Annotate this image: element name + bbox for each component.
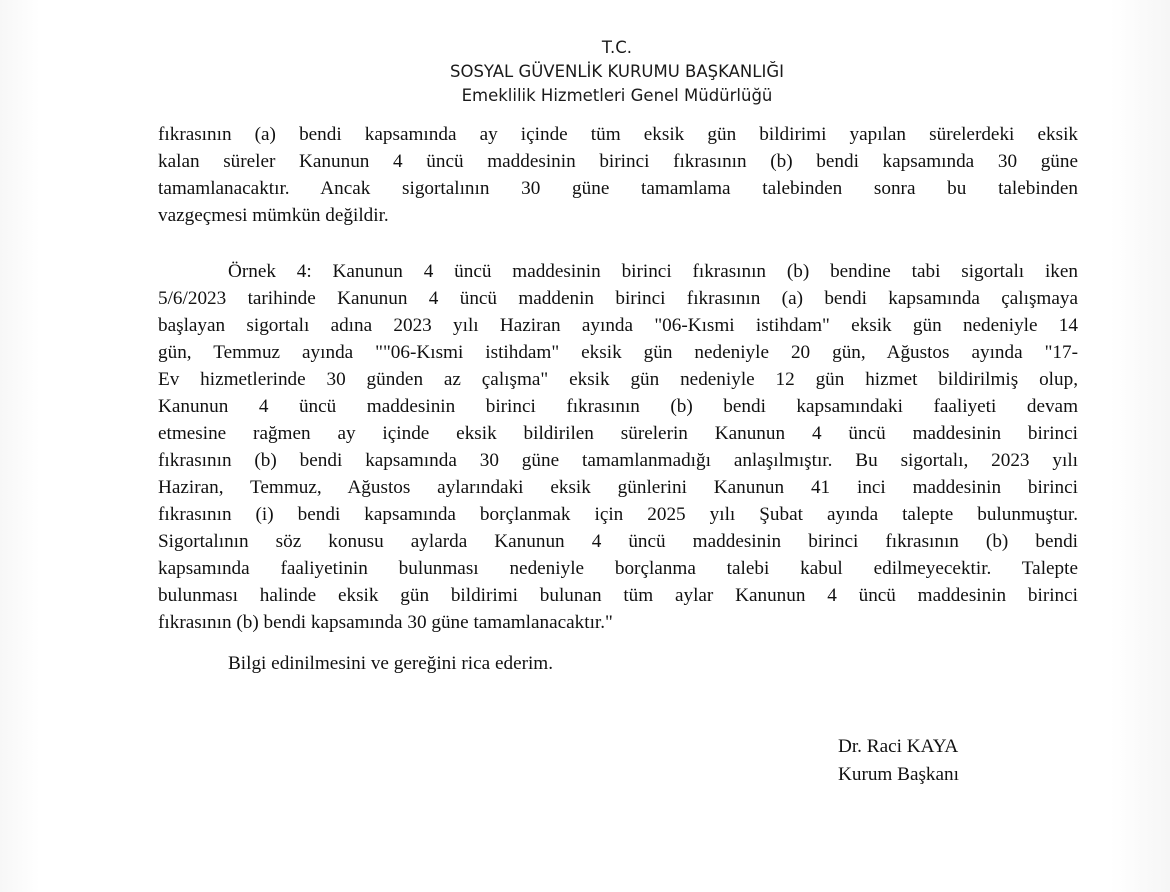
letterhead-department: Emeklilik Hizmetleri Genel Müdürlüğü xyxy=(461,86,773,105)
letterhead-country: T.C. xyxy=(601,38,633,57)
text-line: bulunması halinde eksik gün bildirimi bulunan tüm aylar Kanunun 4 üncü maddesinin birinci xyxy=(158,585,1078,606)
text-line: başlayan sigortalı adına 2023 yılı Haziran ayında "06-Kısmi istihdam" eksik gün nedeniyle 14 xyxy=(158,315,1078,336)
signature-block xyxy=(838,733,959,789)
text-line: fıkrasının (b) bendi kapsamında 30 güne tamamlanmadığı anlaşılmıştır. Bu sigortalı, 2023 yılı xyxy=(158,450,1078,471)
text-line: tamamlanacaktır. Ancak sigortalının 30 güne tamamlama talebinden sonra bu talebinden xyxy=(158,178,1078,199)
closing-sentence: Bilgi edinilmesini ve gereğini rica ederim. xyxy=(228,653,554,674)
text-line: Örnek 4: Kanunun 4 üncü maddesinin birinci fıkrasının (b) bendine tabi sigortalı iken xyxy=(228,261,1078,282)
text-line: gün, Temmuz ayında ""06-Kısmi istihdam" eksik gün nedeniyle 20 gün, Ağustos ayında "17- xyxy=(158,342,1078,363)
letterhead xyxy=(0,36,1170,108)
text-line: 5/6/2023 tarihinde Kanunun 4 üncü maddenin birinci fıkrasının (a) bendi kapsamında çalışmaya xyxy=(158,288,1078,309)
text-line: Kanunun 4 üncü maddesinin birinci fıkrasının (b) bendi kapsamındaki faaliyeti devam xyxy=(158,396,1078,417)
text-line: Haziran, Temmuz, Ağustos aylarındaki eksik günlerini Kanunun 41 inci maddesinin birinci xyxy=(158,477,1078,498)
text-line: fıkrasının (i) bendi kapsamında borçlanmak için 2025 yılı Şubat ayında talepte bulunmuştur. xyxy=(158,504,1078,525)
signatory-title: Kurum Başkanı xyxy=(838,764,959,785)
paragraph-continuation xyxy=(158,121,1078,229)
text-line: Sigortalının söz konusu aylarda Kanunun 4 üncü maddesinin birinci fıkrasının (b) bendi xyxy=(158,531,1078,552)
signatory-name: Dr. Raci KAYA xyxy=(838,736,959,757)
text-line: fıkrasının (b) bendi kapsamında 30 güne tamamlanacaktır." xyxy=(158,612,613,633)
text-line: Ev hizmetlerinde 30 günden az çalışma" eksik gün nedeniyle 12 gün hizmet bildirilmiş olup, xyxy=(158,369,1078,390)
text-line: kalan süreler Kanunun 4 üncü maddesinin birinci fıkrasının (b) bendi kapsamında 30 güne xyxy=(158,151,1078,172)
text-line: kapsamında faaliyetinin bulunması nedeniyle borçlanma talebi kabul edilmeyecektir. Talepte xyxy=(158,558,1078,579)
paragraph-example-4 xyxy=(158,258,1078,636)
text-line: fıkrasının (a) bendi kapsamında ay içinde tüm eksik gün bildirimi yapılan sürelerdeki eksik xyxy=(158,124,1078,145)
text-line: vazgeçmesi mümkün değildir. xyxy=(158,205,389,226)
letterhead-institution: SOSYAL GÜVENLİK KURUMU BAŞKANLIĞI xyxy=(449,62,784,81)
text-line: etmesine rağmen ay içinde eksik bildirilen sürelerin Kanunun 4 üncü maddesinin birinci xyxy=(158,423,1078,444)
